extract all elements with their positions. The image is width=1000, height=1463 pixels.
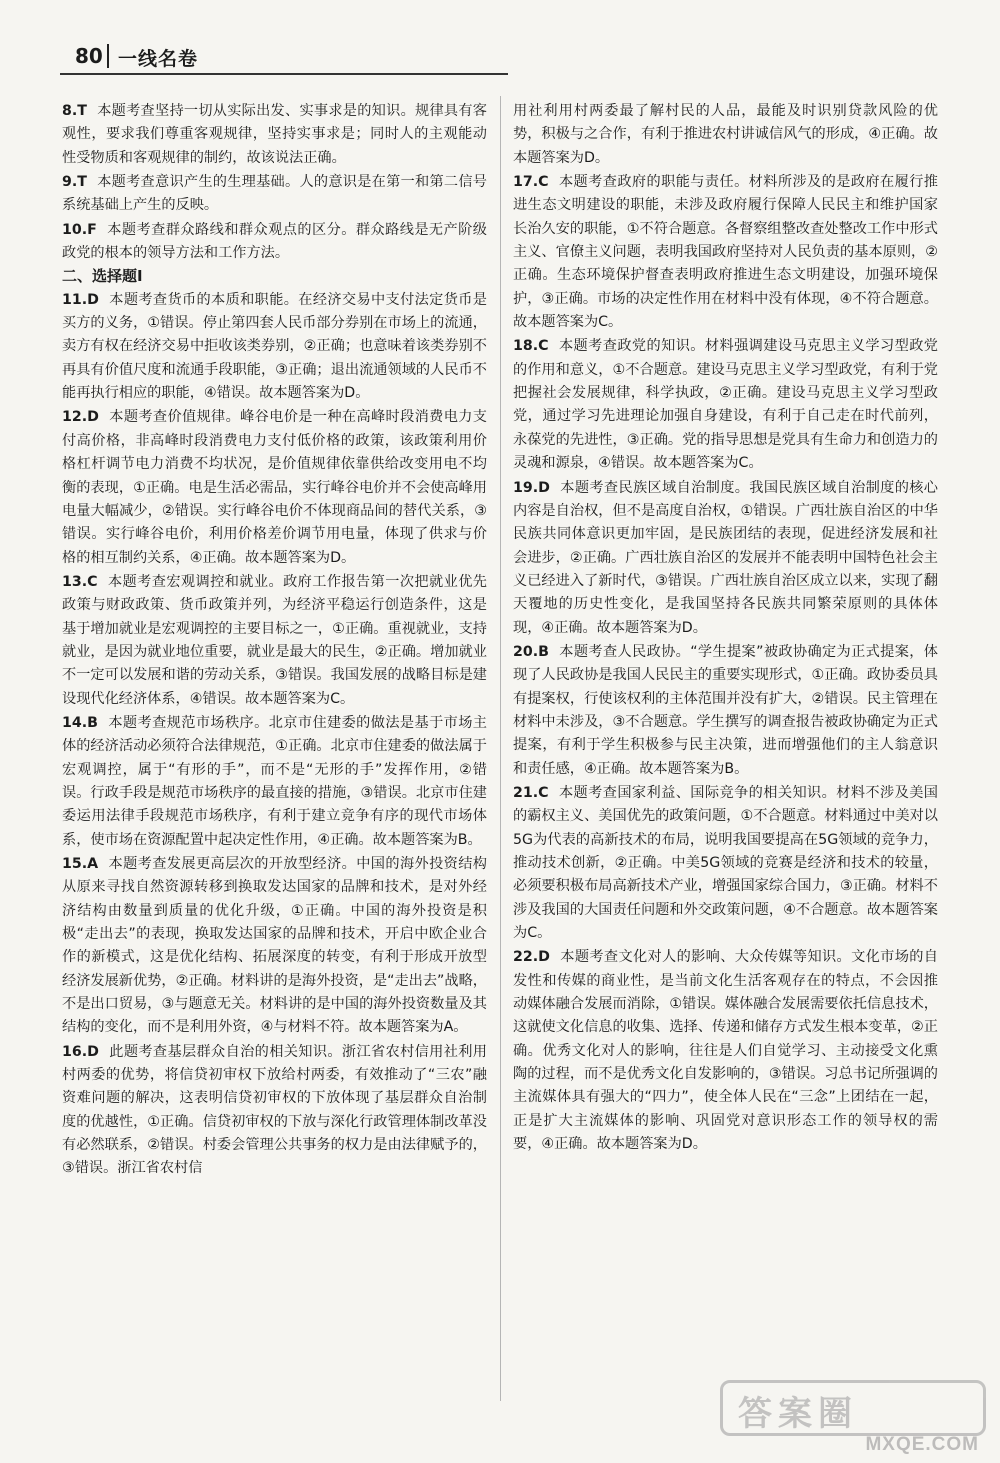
question-number: 16.D	[62, 1043, 99, 1060]
left-column	[62, 100, 487, 1181]
answer-text: 本题考查政党的知识。材料强调建设马克思主义学习型政党的作用和意义，①不合题意。建设马克思主义学习型政党，有利于党把握社会发展规律，科学执政，②正确。建设马克思主义学习型政党，通过学习先进理论加强自身建设，有利于自己走在时代前列，永葆党的先进性，③正确。党的指导思想是党具有生命力和创造力的灵魂和源泉，④错误。故本题答案为C。	[513, 338, 938, 472]
question-number: 15.A	[62, 856, 99, 872]
answer-item	[513, 782, 938, 945]
answer-text: 本题考查意识产生的生理基础。人的意识是在第一和第二信号系统基础上产生的反映。	[62, 174, 487, 214]
question-number: 8.T	[62, 103, 87, 119]
answer-text: 本题考查货币的本质和职能。在经济交易中支付法定货币是买方的义务，①错误。停止第四套人民币部分券别在市场上的流通，卖方有权在经济交易中拒收该类券别，②正确；也意味着该类券别不再具有价值尺度和流通手段职能，③正确；退出流通领域的人民币不能再执行相应的职能，④错误。故本题答案为D。	[62, 291, 487, 402]
answer-item	[513, 100, 938, 170]
answer-text: 本题考查人民政协。“学生提案”被政协确定为正式提案，体现了人民政协是我国人民民主的重要实现形式，①正确。政协委员具有提案权，行使该权利的主体范围并没有扩大，②错误。民主管理在材料中未涉及，③不合题意。学生撰写的调查报告被政协确定为正式提案，有利于学生积极参与民主决策，进而增强他们的主人翁意识和责任感，④正确。故本题答案为B。	[513, 643, 938, 777]
watermark-url: MXQE.COM	[865, 1434, 979, 1455]
header-separator	[107, 44, 109, 68]
question-number: 11.D	[62, 291, 99, 308]
answer-text: 本题考查价值规律。峰谷电价是一种在高峰时段消费电力支付高价格，非高峰时段消费电力支付低价格的政策，该政策利用价格杠杆调节电力消费不均状况，是价值规律依靠供给改变用电不均衡的表现，①正确。电是生活必需品，实行峰谷电价并不会使高峰用电量大幅减少，②错误。实行峰谷电价不体现商品间的替代关系，③错误。实行峰谷电价，利用价格差价调节用电量，体现了供求与价格的相互制约关系，④正确。故本题答案为D。	[62, 409, 487, 566]
question-number: 9.T	[62, 174, 87, 191]
answer-item	[513, 641, 938, 781]
answer-item	[62, 712, 487, 852]
answer-item	[513, 477, 938, 640]
answer-item	[62, 171, 487, 218]
answer-item	[62, 571, 487, 711]
column-divider	[500, 96, 501, 1401]
answer-text: 此题考查基层群众自治的相关知识。浙江省农村信用社利用村两委的优势，将信贷初审权下放给村两委，有效推动了“三农”融资难问题的解决，这表明信贷初审权的下放体现了基层群众自治制度的优越性，①正确。信贷初审权的下放与深化行政管理体制改革没有必然联系，②错误。村委会管理公共事务的权力是由法律赋予的，③错误。浙江省农村信	[62, 1043, 487, 1177]
watermark-logo	[720, 1380, 985, 1458]
question-number: 22.D	[513, 949, 550, 966]
answer-text: 本题考查国家利益、国际竞争的相关知识。材料不涉及美国的霸权主义、美国优先的政策问题，①不合题意。材料通过中美对以5G为代表的高新技术的布局，说明我国要提高在5G领域的竞争力，推动技术创新，②正确。中美5G领域的竞赛是经济和技术的较量，必须要积极布局高新技术产业，增强国家综合国力，③正确。材料不涉及我国的大国责任问题和外交政策问题，④不合题意。故本题答案为C。	[513, 784, 938, 942]
answer-item	[513, 171, 938, 334]
answer-text: 本题考查文化对人的影响、大众传媒等知识。文化市场的自发性和传媒的商业性，是当前文化生活客观存在的特点，不会因推动媒体融合发展而消除，①错误。媒体融合发展需要依托信息技术，这就使文化信息的收集、选择、传递和储存方式发生根本变革，②正确。优秀文化对人的影响，往往是人们自觉学习、主动接受文化熏陶的过程，而不是优秀文化自发影响的，③错误。习总书记所强调的主流媒体具有强大的“四力”，使全体人民在“三念”上团结在一起，正是扩大主流媒体的影响、巩固党对意识形态工作的领导权的需要，④正确。故本题答案为D。	[513, 949, 938, 1153]
question-number: 10.F	[62, 221, 97, 238]
question-number: 12.D	[62, 409, 99, 426]
section-heading: 二、选择题Ⅰ	[62, 267, 143, 286]
answer-text: 本题考查民族区域自治制度。我国民族区域自治制度的核心内容是自治权，但不是高度自治权，①错误。广西壮族自治区的中华民族共同体意识更加牢固，是民族团结的表现，促进经济发展和社会进步，②正确。广西壮族自治区的发展并不能表明中国特色社会主义已经进入了新时代，③错误。广西壮族自治区成立以来，实现了翻天覆地的历史性变化，是我国坚持各民族共同繁荣原则的具体体现，④正确。故本题答案为D。	[513, 479, 938, 636]
answer-item	[62, 100, 487, 170]
question-number: 18.C	[513, 338, 549, 355]
question-number: 13.C	[62, 573, 98, 590]
answer-text: 用社利用村两委最了解村民的人品，最能及时识别贷款风险的优势，积极与之合作，有利于推进农村讲诚信风气的形成，④正确。故本题答案为D。	[513, 103, 938, 166]
answer-item	[513, 946, 938, 1156]
answer-text: 本题考查政府的职能与责任。材料所涉及的是政府在履行推进生态文明建设的职能，未涉及政府履行保障人民民主和维护国家长治久安的职能，①不符合题意。各督察组整改查处整改工作中形式主义、官僚主义问题，表明我国政府坚持对人民负责的基本原则，②正确。生态环境保护督查表明政府推进生态文明建设，加强环境保护，③正确。市场的决定性作用在材料中没有体现，④不符合题意。故本题答案为C。	[513, 174, 938, 331]
question-number: 20.B	[513, 643, 549, 660]
answer-text: 本题考查发展更高层次的开放型经济。中国的海外投资结构从原来寻找自然资源转移到换取发达国家的品牌和技术，是对外经济结构由数量到质量的优化升级，①正确。中国的海外投资是积极“走出去”的表现，换取发达国家的品牌和技术，开启中欧企业合作的新模式，这是优化结构、拓展深度的转变，有利于形成开放型经济发展新优势，②正确。材料讲的是海外投资，是“走出去”战略，不是出口贸易，③与题意无关。材料讲的是中国的海外投资数量及其结构的变化，而不是利用外资，④与材料不符。故本题答案为A。	[62, 856, 487, 1036]
answer-item	[62, 289, 487, 406]
answer-item	[62, 406, 487, 569]
watermark-chinese: 答案圈	[738, 1394, 858, 1434]
question-number: 17.C	[513, 174, 549, 191]
answer-item	[62, 219, 487, 266]
question-number: 21.C	[513, 784, 549, 801]
answer-text: 本题考查宏观调控和就业。政府工作报告第一次把就业优先政策与财政政策、货币政策并列，为经济平稳运行创造条件，这是基于增加就业是宏观调控的主要目标之一，①正确。重视就业，支持就业，是因为就业地位重要，就业是最大的民生，②正确。增加就业不一定可以发展和谐的劳动关系，③错误。我国发展的战略目标是建设现代化经济体系，④错误。故本题答案为C。	[62, 573, 487, 707]
answer-text: 本题考查规范市场秩序。北京市住建委的做法是基于市场主体的经济活动必须符合法律规范，①正确。北京市住建委的做法属于宏观调控，属于“有形的手”，而不是“无形的手”发挥作用，②错误。行政手段是规范市场秩序的最直接的措施，③错误。北京市住建委运用法律手段规范市场秩序，有利于建立竞争有序的现代市场体系，使市场在资源配置中起决定性作用，④正确。故本题答案为B。	[62, 714, 487, 848]
page-number: 80	[75, 44, 103, 68]
answer-item	[513, 335, 938, 475]
answer-item	[62, 1041, 487, 1181]
right-column	[513, 100, 938, 1156]
answer-text: 本题考查群众路线和群众观点的区分。群众路线是无产阶级政党的根本的领导方法和工作方法。	[62, 221, 487, 262]
answer-item	[62, 853, 487, 1040]
book-title: 一线名卷	[118, 48, 199, 70]
header-rule	[60, 73, 508, 75]
question-number: 19.D	[513, 479, 550, 496]
question-number: 14.B	[62, 714, 98, 731]
page-header	[0, 0, 1000, 80]
answer-text: 本题考查坚持一切从实际出发、实事求是的知识。规律具有客观性，要求我们尊重客观规律，坚持实事求是；同时人的主观能动性受物质和客观规律的制约，故该说法正确。	[62, 103, 487, 166]
